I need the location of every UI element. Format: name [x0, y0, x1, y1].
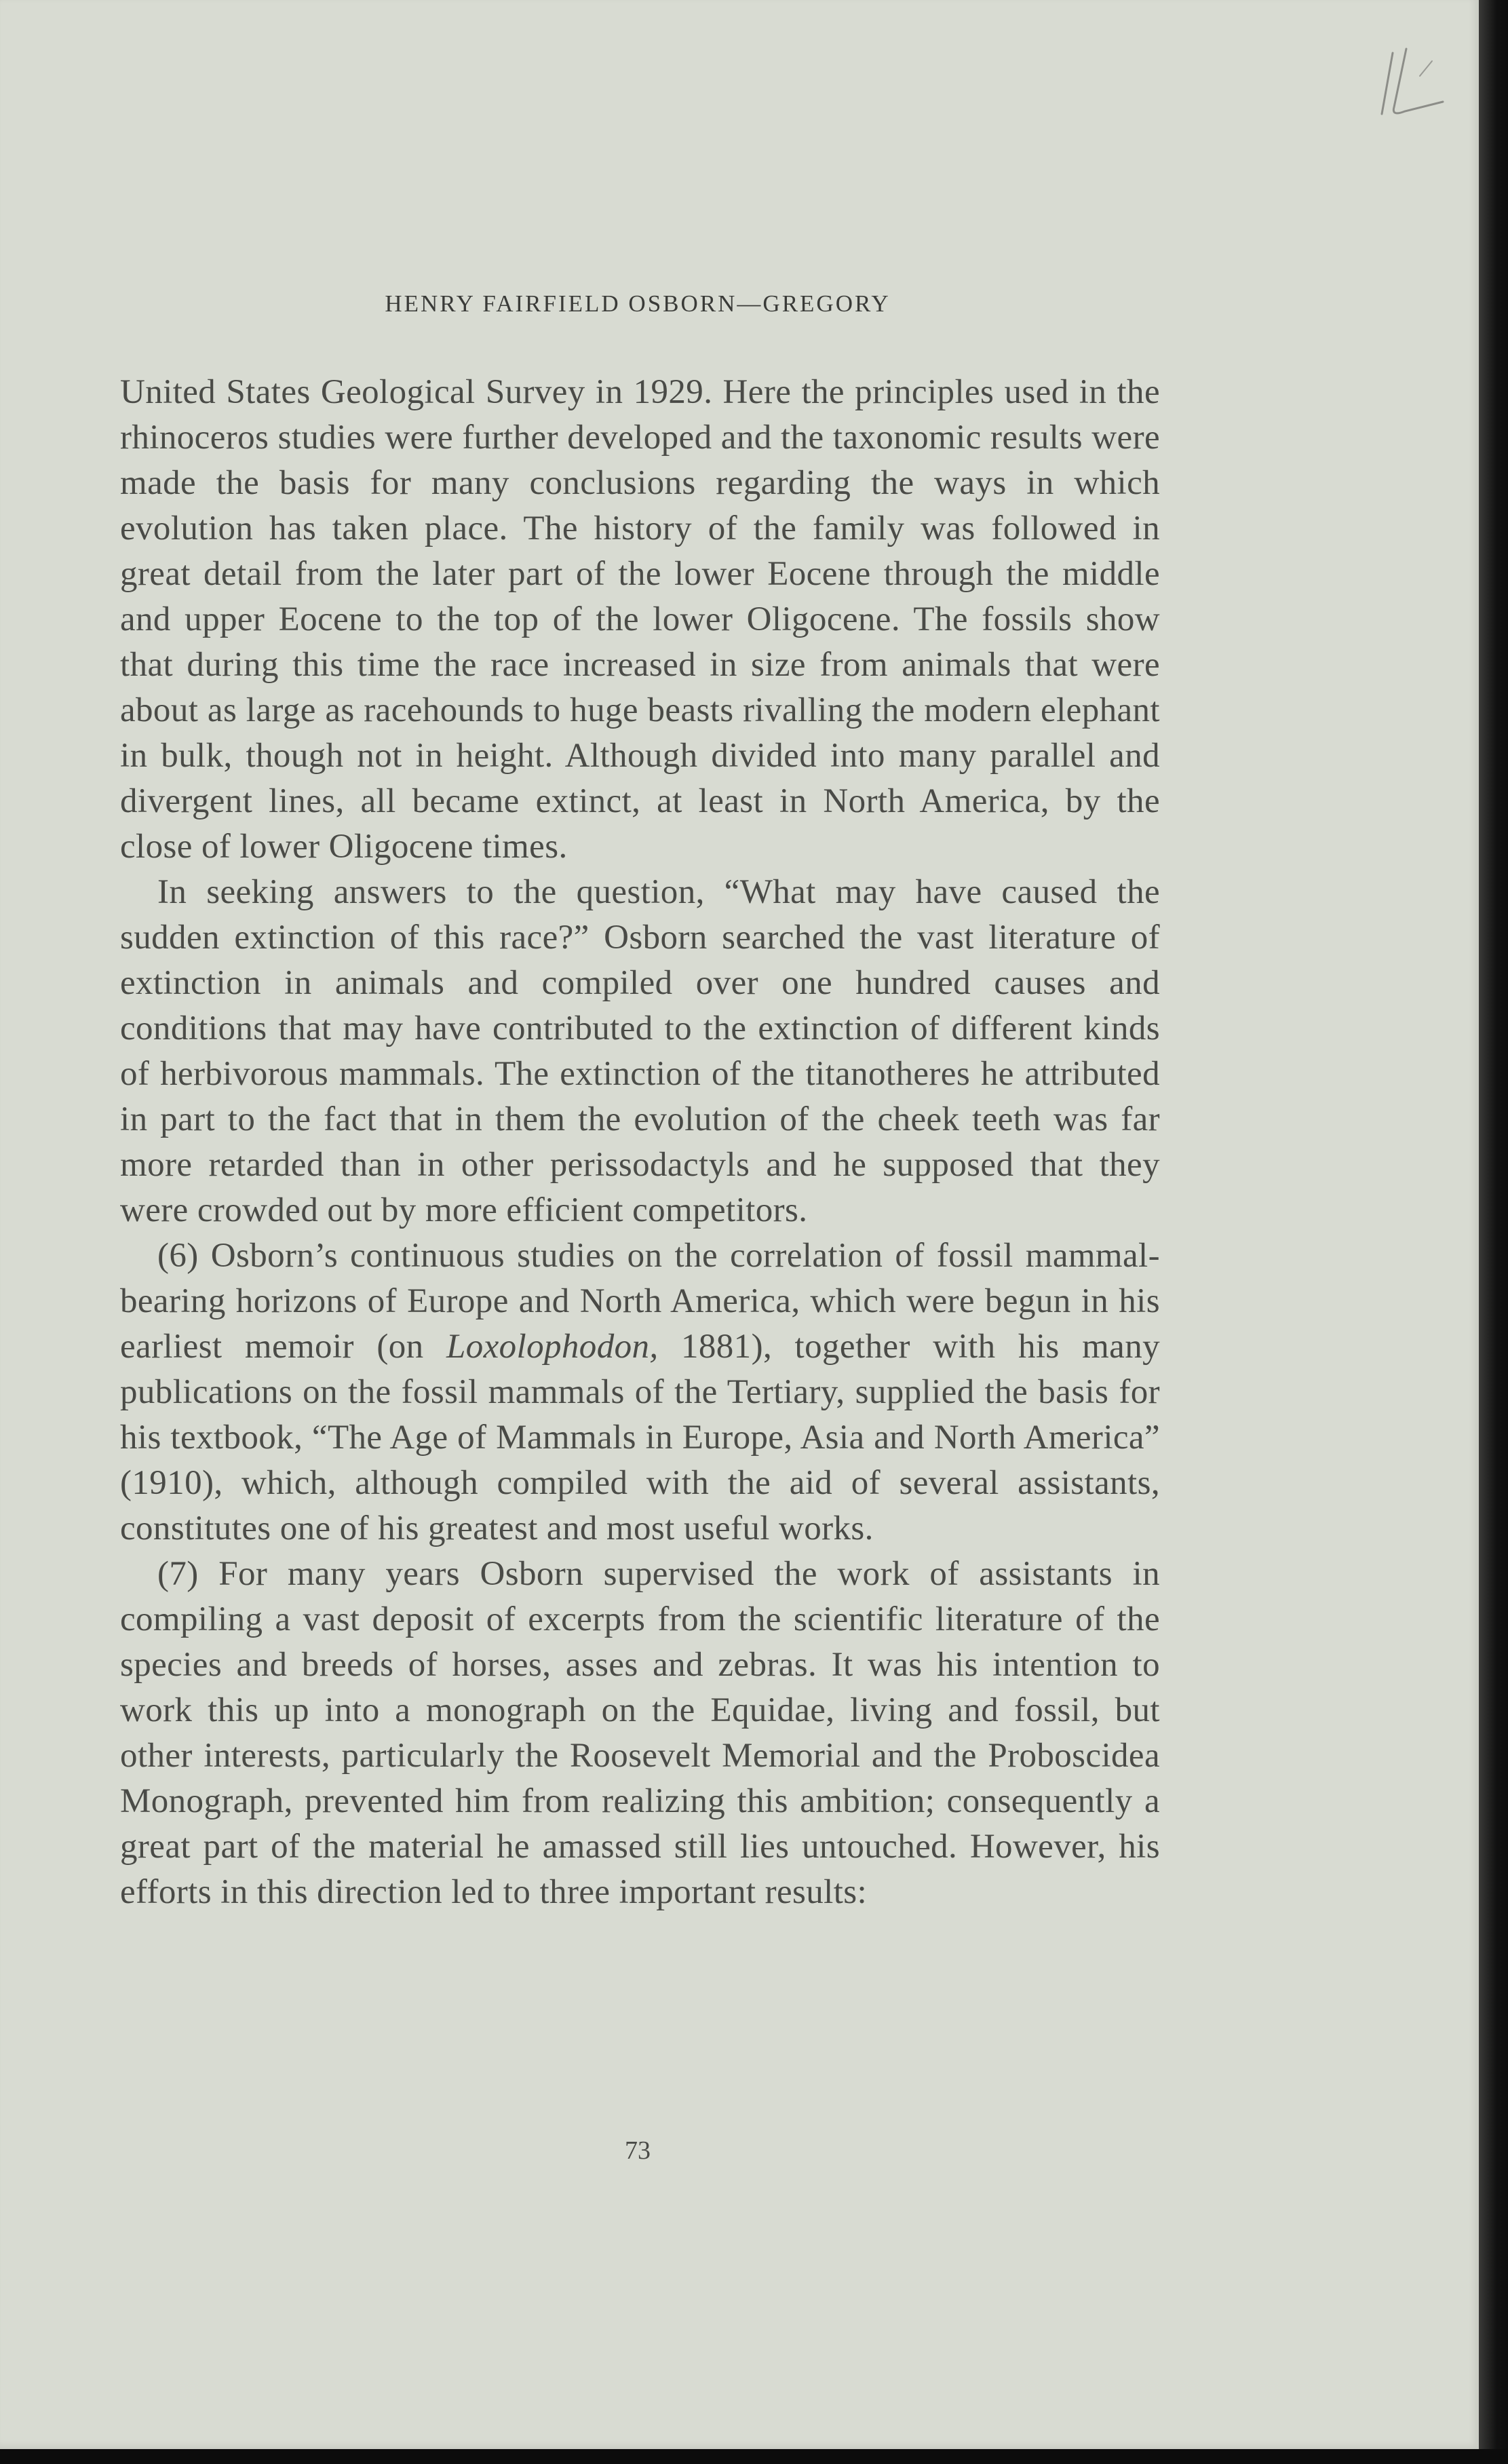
page-edge-shadow: [1479, 0, 1508, 2464]
body-text: [120, 370, 1160, 1915]
paragraph-4: (7) For many years Osborn supervised the work of assistants in compiling a vast deposit of excerpts from the scientific literature of the species and breeds of horses, asses and zebras. It was his intention to work this up into a monograph on the Equidae, living and fossil, but other interests, particularly the Roosevelt Memorial and the Proboscidea Monograph, prevented him from realizing this ambition; consequently a great part of the material he amassed still lies untouched. However, his efforts in this direction led to three important results:: [120, 1555, 1160, 1911]
page-bottom-shadow: [0, 2449, 1508, 2464]
paragraph-1: United States Geological Survey in 1929. Here the principles used in the rhinoceros studies were further developed and the taxonomic results were made the basis for many conclusions regarding the ways in which evolution has taken place. The history of the family was followed in great detail from the later part of the lower Eocene through the middle and upper Eocene to the top of the lower Oligocene. The fossils show that during this time the race increased in size from animals that were about as large as racehounds to huge beasts rivalling the modern elephant in bulk, though not in height. Although divided into many parallel and divergent lines, all became extinct, at least in North America, by the close of lower Oligocene times.: [120, 373, 1160, 866]
paragraph-3-start: (6) Osborn’s continuous studies on the correlation of fossil mammal-bearing horizons of Europe and North America, which were begun in his earliest memoir (on: [120, 1237, 1160, 1366]
handwritten-folio-number: [1367, 41, 1462, 122]
paragraph-3-end: 1881), together with his many publications on the fossil mammals of the Tertiary, supplied the basis for his textbook, “The Age of Mammals in Europe, Asia and North America” (1910), which, although compiled with the aid of several assistants, constitutes one of his greatest and most useful works.: [120, 1328, 1160, 1547]
paragraph-3: [120, 1233, 1160, 1552]
genus-name-italic: Loxolophodon,: [446, 1328, 659, 1366]
running-head: HENRY FAIRFIELD OSBORN—GREGORY: [385, 290, 891, 317]
paragraph-2: In seeking answers to the question, “What may have caused the sudden extinction of this race?” Osborn searched the vast literature of extinction in animals and compiled over one hundred causes and conditions that may have contributed to the extinction of different kinds of herbivorous mammals. The extinction of the titanotheres he attributed in part to the fact that in them the evolution of the cheek teeth was far more retarded than in other perissodactyls and he supposed that they were crowded out by more efficient competitors.: [120, 873, 1160, 1229]
page-number: 73: [625, 2136, 651, 2165]
